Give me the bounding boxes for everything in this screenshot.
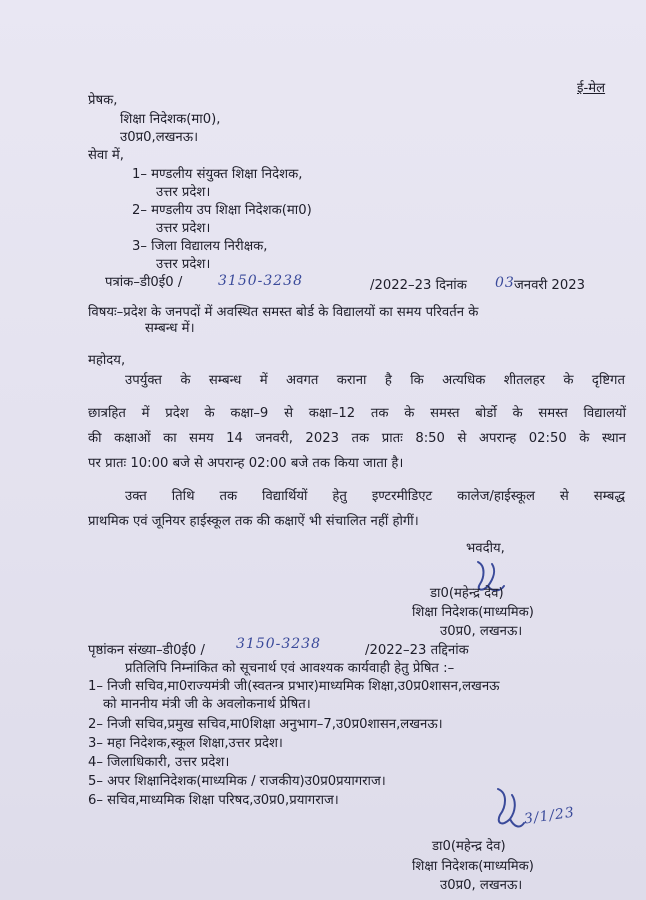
body-para1-line4: पर प्रातः 10:00 बजे से अपरान्ह 02:00 बजे तक किया जाता है। (88, 456, 404, 471)
recipient-1-state: उत्तर प्रदेश। (156, 185, 211, 200)
copy-item-2: 2– निजी सचिव,प्रमुख सचिव,मा0शिक्षा अनुभाग–7,उ0प्र0शासन,लखनऊ। (88, 717, 443, 732)
reference-prefix: पत्रांक–डी0ई0 / (105, 275, 183, 290)
signatory2-name: डा0(महेन्द्र देव) (432, 839, 506, 854)
endorsement-number: 3150-3238 (236, 636, 321, 652)
endorsement-prefix: पृष्ठांकन संख्या–डी0ई0 / (88, 643, 205, 658)
reference-number: 3150-3238 (218, 273, 303, 289)
endorsement-intro: प्रतिलिपि निम्नांकित को सूचनार्थ एवं आवश्यक कार्यवाही हेतु प्रेषित :– (125, 661, 455, 676)
recipient-3: 3– जिला विद्यालय निरीक्षक, (132, 239, 268, 254)
body-para1-line3: की कक्षाओं का समय 14 जनवरी, 2023 तक प्रातः 8:50 से अपरान्ह 02:50 के स्थान (88, 431, 626, 446)
reference-suffix: /2022–23 दिनांक (370, 278, 467, 293)
signatory2-address: उ0प्र0, लखनऊ। (440, 878, 523, 893)
copy-item-1: 1– निजी सचिव,मा0राज्यमंत्री जी(स्वतन्त्र प्रभार)माध्यमिक शिक्षा,उ0प्र0शासन,लखनऊ (88, 679, 500, 694)
sender-address: उ0प्र0,लखनऊ। (120, 130, 199, 145)
signature-mark-2 (488, 785, 528, 835)
recipient-1: 1– मण्डलीय संयुक्त शिक्षा निदेशक, (132, 167, 303, 182)
body-para1-line2: छात्रहित में प्रदेश के कक्षा–9 से कक्षा–12 तक के समस्त बोर्डो के समस्त विद्यालयों (88, 406, 626, 421)
reference-month-year: जनवरी 2023 (514, 278, 585, 293)
recipient-2-state: उत्तर प्रदेश। (156, 221, 211, 236)
email-label: ई-मेल (577, 81, 606, 96)
regards: भवदीय, (466, 541, 505, 556)
copy-item-4: 4– जिलाधिकारी, उत्तर प्रदेश। (88, 755, 230, 770)
signatory2-designation: शिक्षा निदेशक(माध्यमिक) (412, 859, 534, 874)
salutation: महोदय, (88, 353, 126, 368)
copy-item-6: 6– सचिव,माध्यमिक शिक्षा परिषद,उ0प्र0,प्रयागराज। (88, 793, 339, 808)
recipients-label: सेवा में, (88, 148, 124, 163)
endorsement-suffix: /2022–23 तद्दिनांक (365, 643, 469, 658)
body-para2-line2: प्राथमिक एवं जूनियर हाईस्कूल तक की कक्षाऐं भी संचालित नहीं होगीं। (88, 514, 419, 529)
sender-name: शिक्षा निदेशक(मा0), (120, 112, 221, 127)
signatory-address: उ0प्र0, लखनऊ। (440, 624, 523, 639)
signatory-name: डा0(महेन्द्र देव) (430, 586, 504, 601)
signatory-designation: शिक्षा निदेशक(माध्यमिक) (412, 605, 534, 620)
copy-item-1-cont: को माननीय मंत्री जी के अवलोकनार्थ प्रेषित। (103, 697, 311, 712)
sign-date: 3/1/23 (523, 804, 576, 828)
body-para1-line1: उपर्युक्त के सम्बन्ध में अवगत कराना है कि अत्यधिक शीतलहर के दृष्टिगत (125, 373, 625, 388)
body-para2-line1: उक्त तिथि तक विद्यार्थियों हेतु इण्टरमीडिएट कालेज/हाईस्कूल से सम्बद्ध (125, 489, 625, 504)
copy-item-3: 3– महा निदेशक,स्कूल शिक्षा,उत्तर प्रदेश। (88, 736, 283, 751)
recipient-2: 2– मण्डलीय उप शिक्षा निदेशक(मा0) (132, 203, 312, 218)
reference-day: 03 (495, 275, 515, 291)
subject-line-1: विषयः–प्रदेश के जनपदों में अवस्थित समस्त बोर्ड के विद्यालयों का समय परिवर्तन के (88, 305, 479, 320)
recipient-3-state: उत्तर प्रदेश। (156, 257, 211, 272)
copy-item-5: 5– अपर शिक्षानिदेशक(माध्यमिक / राजकीय)उ0प्र0प्रयागराज। (88, 774, 386, 789)
subject-line-2: सम्बन्ध में। (145, 321, 195, 336)
sender-label: प्रेषक, (88, 93, 118, 108)
